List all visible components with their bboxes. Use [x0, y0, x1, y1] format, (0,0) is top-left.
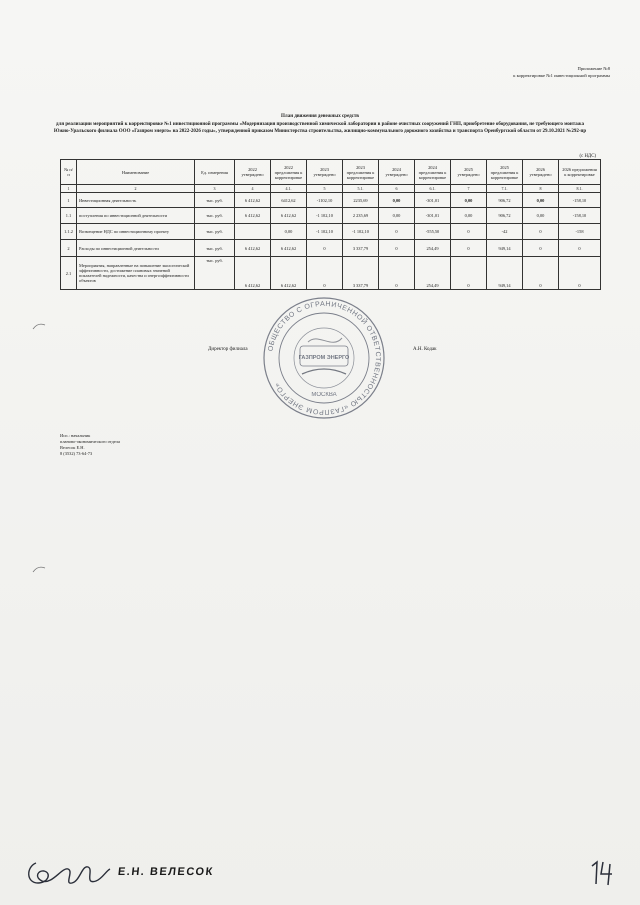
- row-number: 2: [61, 240, 77, 257]
- appendix-line-2: к корректировке №1 инвестиционной программы: [513, 72, 610, 78]
- table-row: [61, 193, 601, 208]
- header-cell: 2023 утверждено: [307, 160, 343, 185]
- index-cell: 2: [77, 185, 195, 193]
- appendix-line-1: Приложение №8: [577, 66, 610, 71]
- row-unit: тыс. руб.: [195, 257, 235, 290]
- value-cell: -301,01: [415, 208, 451, 224]
- value-cell: 6 412,62: [271, 208, 307, 224]
- value-cell: -158: [559, 224, 601, 240]
- header-cell: 2024 утверждено: [379, 160, 415, 185]
- value-cell: -301,01: [415, 193, 451, 208]
- header-cell: Наименование: [77, 160, 195, 185]
- value-cell: -1102,10: [307, 193, 343, 208]
- table-row: [61, 208, 601, 224]
- row-number: 1.1.2: [61, 224, 77, 240]
- director-label: Директор филиала: [208, 347, 248, 352]
- value-cell: 0: [559, 257, 601, 290]
- value-cell: 3 337,79: [343, 240, 379, 257]
- index-cell: 6.1.: [415, 185, 451, 193]
- value-cell: 0: [307, 240, 343, 257]
- signature-name: Е.Н. ВЕЛЕСОК: [117, 866, 215, 878]
- cash-flow-table: [60, 159, 601, 290]
- value-cell: 6412,62: [271, 193, 307, 208]
- title-line-1: План движения денежных средств: [281, 114, 359, 119]
- value-cell: 906,72: [487, 193, 523, 208]
- index-cell: 7: [451, 185, 487, 193]
- header-cell: 2026 утверждено: [523, 160, 559, 185]
- value-cell: -158,10: [559, 208, 601, 224]
- value-cell: 2235,69: [343, 193, 379, 208]
- appendix-note: [410, 66, 610, 79]
- value-cell: -1 102,10: [307, 208, 343, 224]
- index-cell: 7.1.: [487, 185, 523, 193]
- row-number: 1.1: [61, 208, 77, 224]
- value-cell: 3 337,79: [343, 257, 379, 290]
- header-cell: 2022 утверждено: [235, 160, 271, 185]
- header-cell: 2025 предложения к корректировке: [487, 160, 523, 185]
- index-cell: 6: [379, 185, 415, 193]
- index-cell: 4: [235, 185, 271, 193]
- index-cell: 5: [307, 185, 343, 193]
- value-cell: [235, 224, 271, 240]
- row-number: 2.1: [61, 257, 77, 290]
- value-cell: 0,00: [451, 208, 487, 224]
- row-name: поступления по инвестиционной деятельности: [77, 208, 195, 224]
- index-cell: 4.1.: [271, 185, 307, 193]
- index-cell: 8: [523, 185, 559, 193]
- header-cell: 2026 предложения к корректировке: [559, 160, 601, 185]
- punch-hole-mark: [32, 565, 46, 573]
- value-cell: 0: [523, 224, 559, 240]
- value-cell: -158,10: [559, 193, 601, 208]
- index-cell: 3: [195, 185, 235, 193]
- column-index-row: [61, 185, 601, 193]
- value-cell: 0,00: [523, 208, 559, 224]
- value-cell: -42: [487, 224, 523, 240]
- index-cell: 5.1.: [343, 185, 379, 193]
- row-unit: тыс. руб.: [195, 240, 235, 257]
- value-cell: 0: [523, 240, 559, 257]
- company-seal-stamp: [262, 296, 386, 420]
- value-cell: 0: [379, 240, 415, 257]
- punch-hole-mark: [32, 322, 46, 330]
- value-cell: 254,49: [415, 257, 451, 290]
- svg-text:ГАЗПРОМ ЭНЕРГО: ГАЗПРОМ ЭНЕРГО: [298, 355, 350, 361]
- handwritten-signature: [22, 853, 112, 893]
- executor-line-2: планово-экономического отдела: [60, 439, 120, 445]
- index-cell: 8.1.: [559, 185, 601, 193]
- value-cell: 0,00: [451, 193, 487, 208]
- value-cell: 0: [523, 257, 559, 290]
- table-row: [61, 240, 601, 257]
- row-name: Мероприятия, направленные на повышение экологической эффективности, достижение плановых значений показателей надежности, качества и энергоэффективности объектов: [77, 257, 195, 290]
- value-cell: 0,00: [379, 193, 415, 208]
- table-row: [61, 257, 601, 290]
- document-title: [40, 113, 600, 136]
- director-name: А.Н. Кодак: [413, 347, 437, 352]
- value-cell: 0: [451, 257, 487, 290]
- value-cell: 906,72: [487, 208, 523, 224]
- value-cell: 0,00: [379, 208, 415, 224]
- units-note: (с НДС): [579, 154, 596, 159]
- header-cell: 2023 предложения к корректировке: [343, 160, 379, 185]
- value-cell: 0,00: [271, 224, 307, 240]
- svg-text:ОБЩЕСТВО С ОГРАНИЧЕННОЙ ОТВЕТС: ОБЩЕСТВО С ОГРАНИЧЕННОЙ ОТВЕТСТВЕННОСТЬЮ «ГАЗПРОМ ЭНЕРГО»: [267, 300, 382, 416]
- value-cell: 6 412,62: [235, 240, 271, 257]
- value-cell: -555,50: [415, 224, 451, 240]
- value-cell: -1 102,10: [307, 224, 343, 240]
- value-cell: 0: [559, 240, 601, 257]
- header-cell: 2024 предложения к корректировке: [415, 160, 451, 185]
- row-name: Возмещение НДС по инвестиционному проекту: [77, 224, 195, 240]
- executor-line-1: Исп.: начальник: [60, 433, 91, 438]
- value-cell: 6 412,62: [235, 257, 271, 290]
- value-cell: 949,14: [487, 257, 523, 290]
- title-line-2: для реализации мероприятий к корректировке №1 инвестиционной программы «Модернизация производственной химической лаборатории в районе очистных сооружений ГНП, приобретение оборудования, не требующего монтажа Южно-Уральского филиала ООО «Газпром энерго» на 2022-2026 годы», утвержденной приказом Министерства строительства, жилищно-коммунального дорожного хозяйства и транспорта Оренбургской области от 29.10.2021 №292-пр: [53, 121, 587, 134]
- executor-block: [60, 433, 120, 458]
- value-cell: 949,14: [487, 240, 523, 257]
- handwritten-page-number: [588, 858, 618, 888]
- value-cell: 6 412,62: [235, 208, 271, 224]
- value-cell: 6 412,62: [235, 193, 271, 208]
- row-unit: тыс. руб.: [195, 193, 235, 208]
- value-cell: -1 102,10: [343, 224, 379, 240]
- row-name: Инвестиционная деятельность: [77, 193, 195, 208]
- value-cell: 2 235,69: [343, 208, 379, 224]
- row-unit: тыс. руб.: [195, 208, 235, 224]
- executor-line-3: Велесок Е.Н.: [60, 445, 85, 451]
- table-row: [61, 224, 601, 240]
- header-cell: № п/п: [61, 160, 77, 185]
- value-cell: 0: [307, 257, 343, 290]
- value-cell: 6 412,62: [271, 257, 307, 290]
- value-cell: 0: [379, 224, 415, 240]
- table-header-row: [61, 160, 601, 185]
- svg-text:МОСКВА: МОСКВА: [311, 392, 337, 398]
- row-name: Расходы по инвестиционной деятельности: [77, 240, 195, 257]
- value-cell: 0: [379, 257, 415, 290]
- value-cell: 254,49: [415, 240, 451, 257]
- value-cell: 0: [451, 240, 487, 257]
- header-cell: 2025 утверждено: [451, 160, 487, 185]
- executor-line-4: 8 (3532) 73-64-73: [60, 451, 93, 457]
- row-unit: тыс. руб.: [195, 224, 235, 240]
- value-cell: 0: [451, 224, 487, 240]
- header-cell: 2022 предложения к корректировке: [271, 160, 307, 185]
- index-cell: 1: [61, 185, 77, 193]
- header-cell: Ед. измерения: [195, 160, 235, 185]
- row-number: 1: [61, 193, 77, 208]
- value-cell: 6 412,62: [271, 240, 307, 257]
- value-cell: 0,00: [523, 193, 559, 208]
